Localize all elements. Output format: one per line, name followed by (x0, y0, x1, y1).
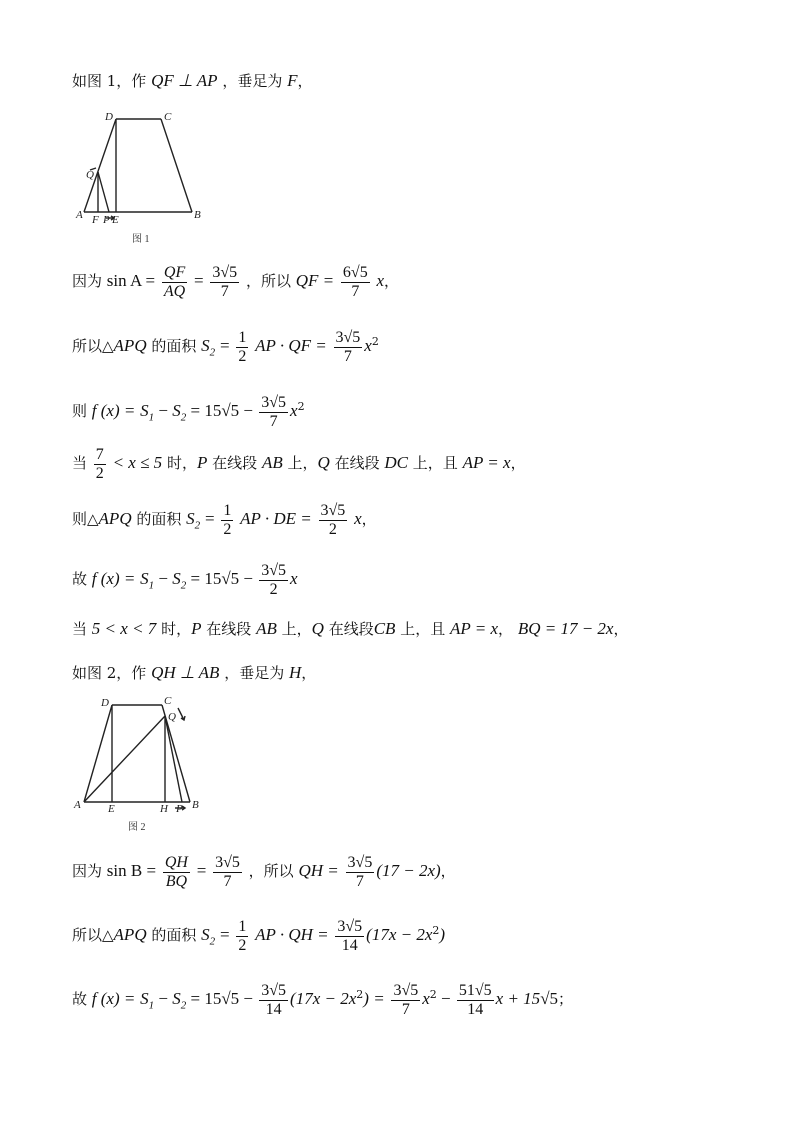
denominator: 7 (220, 282, 229, 300)
math-expr: (17 − 2x) (376, 861, 441, 881)
fraction (163, 854, 190, 890)
numerator: 1 (223, 502, 232, 519)
label-h: H (160, 803, 168, 815)
math-op: − (239, 401, 258, 421)
math-var: F (287, 71, 298, 90)
text: 上，且 (400, 620, 446, 638)
fraction (162, 264, 187, 300)
figure-2 (72, 694, 212, 834)
math-s1 (140, 569, 155, 592)
subscript: 2 (194, 519, 201, 532)
label-a: A (74, 799, 81, 811)
text: ，垂足为 (224, 664, 285, 682)
math-eq: = 15 (186, 401, 222, 421)
math-op: − (154, 569, 173, 589)
radicand: 5 (229, 264, 238, 281)
radicand: 5 (549, 989, 559, 1009)
numerator: 3√5 (393, 982, 419, 999)
exponent: 2 (432, 924, 440, 938)
math-var: x (364, 336, 372, 356)
exponent: 2 (371, 335, 379, 349)
radicand: 5 (278, 394, 287, 411)
sqrt: √5 (221, 989, 240, 1009)
math-expr: x + 15 (495, 989, 541, 1009)
exponent: 2 (356, 988, 364, 1002)
sqrt: √5 (221, 569, 240, 589)
text: 所以△ (72, 926, 114, 945)
text: 当 (72, 620, 88, 638)
denominator: 14 (341, 936, 358, 954)
math-eq: ) = (363, 989, 385, 1009)
fraction (391, 982, 420, 1018)
math-perp: QH ⊥ AB (151, 663, 220, 682)
numerator: 51√5 (458, 982, 492, 999)
text: ， (510, 454, 526, 473)
fraction (334, 329, 363, 365)
fraction (221, 502, 233, 538)
var: S (201, 336, 210, 356)
text: ， (297, 72, 313, 90)
math-eq: = (219, 336, 230, 356)
math-s2 (186, 509, 201, 532)
subscript: 1 (148, 999, 155, 1012)
math-s2 (201, 336, 216, 359)
var: S (172, 989, 181, 1009)
denominator: 7 (269, 412, 278, 430)
math-s1 (140, 989, 155, 1012)
var: S (140, 569, 149, 589)
denominator: 2 (95, 464, 104, 482)
math-eq: BQ = 17 − 2x (517, 619, 614, 638)
denominator: 7 (223, 872, 232, 890)
caption-fig-1: 图 1 (132, 234, 150, 245)
fraction (319, 502, 348, 538)
fraction (335, 918, 364, 954)
numerator: 3√5 (212, 264, 238, 281)
label-e: E (108, 803, 115, 815)
math-sin: sin B = (106, 861, 157, 881)
numerator: 1 (238, 918, 247, 935)
fraction (457, 982, 494, 1018)
radicand: 5 (352, 329, 361, 346)
math-eq: = 15 (186, 989, 222, 1009)
math-op: − (154, 401, 173, 421)
fraction (213, 854, 242, 890)
denominator: 2 (269, 580, 278, 598)
math-s2 (172, 569, 187, 592)
coef: 51 (458, 982, 475, 999)
text-line-5 (72, 446, 526, 482)
radicand: 5 (230, 989, 240, 1009)
subscript: 2 (180, 411, 187, 424)
text-line-7 (72, 562, 298, 598)
numerator: 6√5 (342, 264, 368, 281)
text-line-3 (72, 329, 379, 365)
fraction (259, 394, 288, 430)
denominator: 7 (355, 872, 364, 890)
radicand: 5 (230, 569, 240, 589)
math-op: − (239, 989, 258, 1009)
radicand: 5 (278, 562, 287, 579)
radicand: 5 (359, 264, 368, 281)
numerator: 3√5 (347, 854, 373, 871)
math-s2 (172, 989, 187, 1012)
text: 故 (72, 570, 88, 589)
subscript: 1 (148, 411, 155, 424)
numerator: 7 (95, 446, 104, 463)
exponent: 2 (297, 400, 305, 414)
text-line-8 (72, 620, 628, 637)
var: S (186, 509, 195, 529)
math-perp: QF ⊥ AP (151, 71, 218, 90)
segment-cb (161, 119, 192, 212)
label-c: C (164, 695, 172, 707)
math-var: Q (311, 619, 324, 638)
math-var: x (354, 509, 362, 529)
math-var: QH = (298, 861, 339, 881)
numerator: 3√5 (215, 854, 240, 871)
coef: 3 (320, 502, 329, 519)
denominator: 7 (351, 282, 360, 300)
numerator: 3√5 (261, 394, 287, 411)
coef: 3 (347, 854, 356, 871)
text: 则△ (72, 510, 99, 529)
math-var: H (289, 663, 302, 682)
radicand: 5 (230, 401, 240, 421)
denominator: 2 (328, 520, 337, 538)
math-var: x (376, 271, 385, 291)
text: 则 (72, 402, 88, 421)
math-eq: = (194, 271, 204, 291)
text: 时， (161, 620, 192, 638)
math-expr: (17x − 2x (290, 989, 357, 1009)
text-line-4 (72, 394, 305, 430)
numerator: 1 (238, 329, 247, 346)
segment-qp (98, 172, 109, 212)
math-fx: f (x) = (91, 989, 136, 1009)
text: 所以△ (72, 337, 114, 356)
label-e: E (112, 214, 119, 226)
exponent: 2 (429, 988, 437, 1002)
subscript: 2 (180, 579, 187, 592)
denominator: BQ (165, 872, 188, 890)
segment-qp (165, 716, 182, 802)
label-p: P (103, 214, 110, 226)
text: 在线段 (334, 454, 380, 473)
coef: 3 (215, 854, 224, 871)
math-var: P (191, 619, 202, 638)
text-line-6 (72, 502, 377, 538)
math-var: APQ (113, 336, 147, 356)
coef: 3 (261, 394, 270, 411)
text: 如图 2，作 (72, 664, 147, 682)
text: 在线段 (212, 454, 258, 473)
math-sin: sin A = (106, 271, 156, 291)
math-op: − (239, 569, 258, 589)
numerator: QH (164, 854, 188, 871)
caption-fig-2: 图 2 (128, 822, 146, 833)
radicand: 5 (354, 918, 363, 935)
radicand: 5 (278, 982, 287, 999)
text: 因为 (72, 272, 103, 291)
math-var: APQ (98, 509, 132, 529)
math-eq: = 15 (186, 569, 222, 589)
figure-1 (72, 108, 222, 248)
denominator: 2 (238, 347, 247, 365)
text: ， (361, 510, 377, 529)
math-expr: (17x − 2x (366, 925, 433, 945)
sqrt: √5 (221, 401, 240, 421)
numerator: 3√5 (337, 918, 363, 935)
numerator: 3√5 (335, 329, 361, 346)
math-eq: AP = x (462, 453, 511, 473)
text: ， (384, 272, 400, 291)
math-product: AP · QH = (255, 925, 329, 945)
coef: 3 (261, 982, 270, 999)
label-b: B (192, 799, 199, 811)
radicand: 5 (410, 982, 419, 999)
fraction (341, 264, 370, 300)
math-s2 (172, 401, 187, 424)
denominator: 14 (265, 1000, 282, 1018)
text: ，垂足为 (222, 72, 283, 90)
denominator: 7 (401, 1000, 410, 1018)
sqrt: √5 (540, 989, 559, 1009)
math-var: AB (261, 453, 283, 473)
math-var: x (290, 401, 298, 421)
text: ，所以 (248, 862, 294, 881)
math-var: x (422, 989, 430, 1009)
math-product: AP · DE = (240, 509, 312, 529)
fraction (259, 562, 288, 598)
var: S (172, 569, 181, 589)
label-c: C (164, 111, 172, 123)
var: S (172, 401, 181, 421)
coef: 3 (335, 329, 344, 346)
radicand: 5 (337, 502, 346, 519)
math-op: − (436, 989, 455, 1009)
math-product: AP · QF = (255, 336, 327, 356)
label-q: Q (86, 169, 94, 181)
text: 如图 1，作 (72, 72, 147, 90)
radicand: 5 (364, 854, 373, 871)
math-op: − (154, 989, 173, 1009)
subscript: 2 (209, 935, 216, 948)
text: ， (613, 620, 629, 638)
text: ， (498, 620, 514, 638)
math-paren: ) (439, 925, 446, 945)
math-var: Q (317, 453, 330, 473)
numerator: 3√5 (320, 502, 346, 519)
text: 的面积 (151, 337, 197, 356)
math-var: P (196, 453, 208, 473)
text: 上，且 (412, 454, 458, 473)
denominator: 7 (343, 347, 352, 365)
math-inequality: < x ≤ 5 (112, 453, 163, 473)
math-var: x (290, 569, 298, 589)
text-line-9 (72, 664, 316, 681)
denominator: 2 (238, 936, 247, 954)
text: 上， (287, 454, 318, 473)
text: ，所以 (245, 272, 291, 291)
denominator: 2 (223, 520, 232, 538)
radicand: 5 (483, 982, 492, 999)
math-eq: = (204, 509, 215, 529)
text: 在线段 (328, 620, 374, 638)
math-var: APQ (113, 925, 147, 945)
label-b: B (194, 209, 201, 221)
text: 因为 (72, 862, 103, 881)
text-line-2 (72, 264, 399, 300)
fraction (94, 446, 106, 482)
text-line-11 (72, 918, 445, 954)
fraction (259, 982, 288, 1018)
numerator: 3√5 (261, 982, 287, 999)
label-d: D (105, 111, 113, 123)
text: 的面积 (151, 926, 197, 945)
coef: 3 (393, 982, 402, 999)
coef: 3 (212, 264, 221, 281)
denominator: 14 (467, 1000, 484, 1018)
text: 时， (166, 454, 197, 473)
math-var: DC (384, 453, 409, 473)
fraction (346, 854, 375, 890)
math-eq: = (219, 925, 230, 945)
label-a: A (76, 209, 83, 221)
var: S (140, 401, 149, 421)
math-eq: AP = x (450, 619, 499, 638)
numerator: 3√5 (261, 562, 287, 579)
math-var: CB (373, 619, 396, 638)
subscript: 2 (209, 346, 216, 359)
fraction (236, 329, 248, 365)
text: 当 (72, 454, 88, 473)
text: ， (440, 862, 456, 881)
fraction (210, 264, 239, 300)
math-inequality: 5 < x < 7 (91, 619, 157, 638)
fraction (236, 918, 248, 954)
label-d: D (101, 697, 109, 709)
math-s2 (201, 925, 216, 948)
subscript: 2 (180, 999, 187, 1012)
label-f: F (92, 214, 99, 226)
text-line-10 (72, 854, 456, 890)
var: S (140, 989, 149, 1009)
math-var: AB (256, 619, 277, 638)
coef: 3 (337, 918, 346, 935)
coef: 3 (261, 562, 270, 579)
text: 在线段 (206, 620, 252, 638)
text-line-1 (72, 72, 313, 89)
label-q: Q (168, 711, 176, 723)
text-line-12 (72, 982, 573, 1018)
numerator: QF (163, 264, 186, 281)
text: ； (558, 990, 574, 1009)
var: S (201, 925, 210, 945)
subscript: 1 (148, 579, 155, 592)
math-var: QF = (295, 271, 335, 291)
math-fx: f (x) = (91, 569, 136, 589)
text: 上， (281, 620, 312, 638)
coef: 6 (342, 264, 351, 281)
text: ， (301, 664, 317, 682)
text: 故 (72, 990, 88, 1009)
math-s1 (140, 401, 155, 424)
label-p: P (176, 803, 183, 815)
radicand: 5 (231, 854, 240, 871)
denominator: AQ (163, 282, 186, 300)
math-eq: = (196, 861, 207, 881)
text: 的面积 (136, 510, 182, 529)
segment-ad (84, 119, 116, 212)
math-fx: f (x) = (91, 401, 136, 421)
